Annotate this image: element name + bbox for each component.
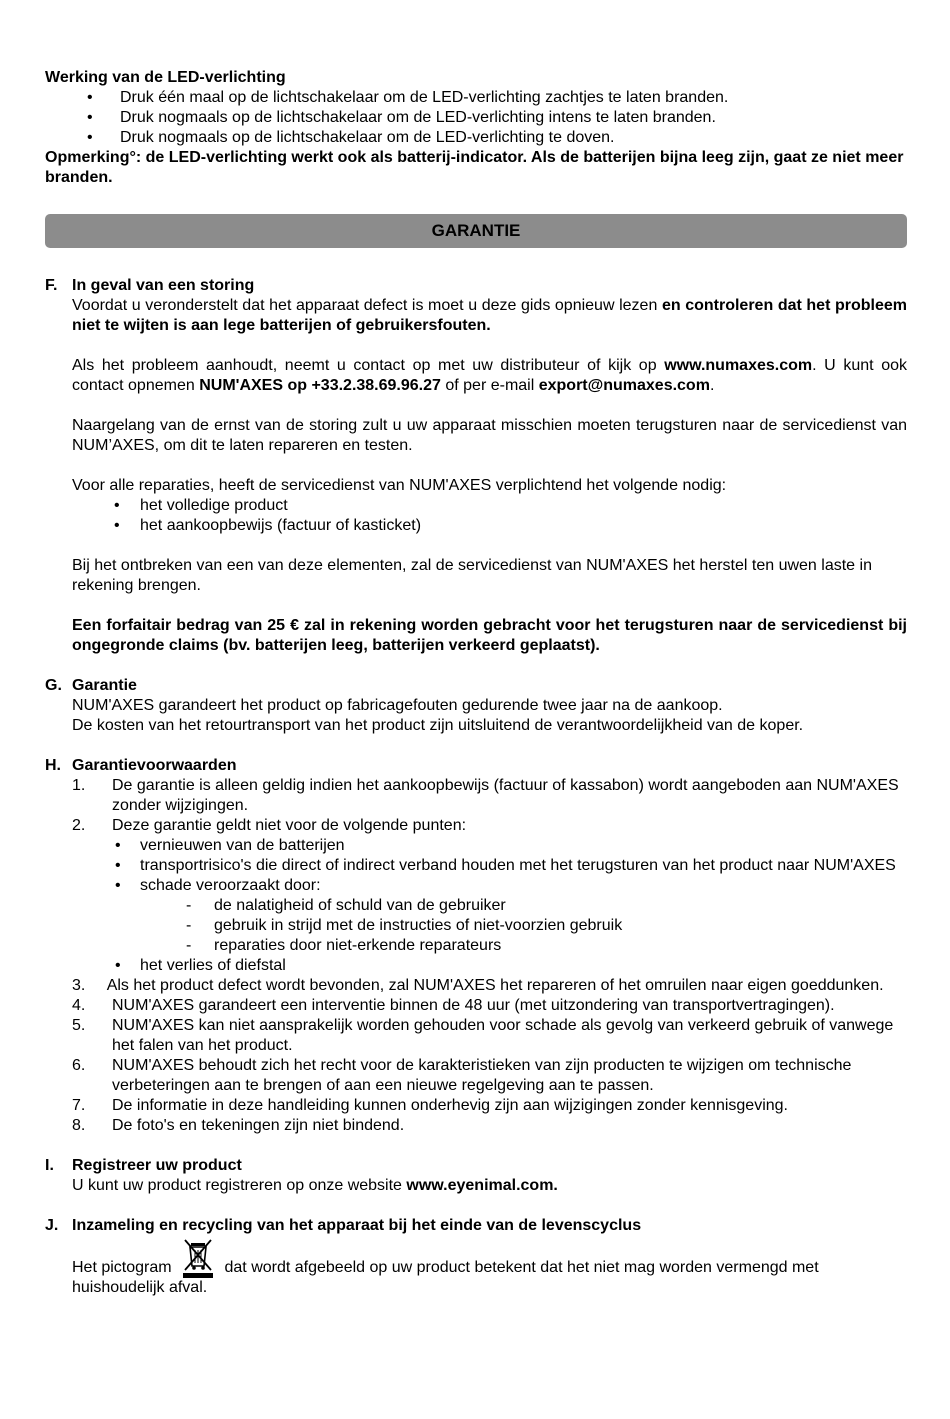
damage-cause-2: - gebruik in strijd met de instructies of niet-voorzien gebruik bbox=[45, 916, 907, 936]
exclusion-damage: • schade veroorzaakt door: bbox=[45, 876, 907, 896]
exclusion-transport: • transportrisico's die direct of indirect verband houden met het terugsturen van het product naar NUM'AXES bbox=[45, 856, 907, 876]
section-g-letter: G. bbox=[45, 677, 62, 694]
section-f-para-3: Naargelang van de ernst van de storing zult u uw apparaat misschien moeten terugsturen naar de servicedienst van NUM’AXES, om dit te laten repareren en testen. bbox=[72, 417, 907, 454]
banner-title: GARANTIE bbox=[431, 221, 521, 240]
condition-4: 4. NUM'AXES garandeert een interventie binnen de 48 uur (met uitzondering van transportvertragingen). bbox=[72, 997, 835, 1014]
crossed-out-wheelie-bin-icon bbox=[180, 1238, 216, 1278]
condition-3: 3. Als het product defect wordt bevonden, zal NUM'AXES het repareren of het omruilen naar eigen goeddunken. bbox=[72, 977, 884, 994]
required-item-2: • het aankoopbewijs (factuur of kasticket) bbox=[72, 516, 907, 536]
document-page bbox=[45, 68, 907, 1298]
section-j-title: Inzameling en recycling van het apparaat bij het einde van de levenscyclus bbox=[72, 1217, 642, 1234]
condition-1: 1. De garantie is alleen geldig indien het aankoopbewijs (factuur of kassabon) wordt aangeboden aan NUM'AXES zonder wijzigingen. bbox=[72, 777, 899, 814]
led-note: Opmerking°: de LED-verlichting werkt ook als batterij-indicator. Als de batterijen bijna leeg zijn, gaat ze niet meer branden. bbox=[45, 149, 904, 186]
section-i-title: Registreer uw product bbox=[72, 1157, 242, 1174]
led-bullet-2: • Druk nogmaals op de lichtschakelaar om de LED-verlichting intens te laten branden. bbox=[45, 108, 907, 128]
condition-8: 8. De foto's en tekeningen zijn niet bindend. bbox=[72, 1117, 405, 1134]
exclusion-theft: • het verlies of diefstal bbox=[45, 956, 907, 976]
section-g bbox=[45, 676, 907, 736]
damage-cause-3: - reparaties door niet-erkende reparateurs bbox=[45, 936, 907, 956]
section-f bbox=[45, 276, 907, 656]
phone-number: NUM'AXES op +33.2.38.69.96.27 bbox=[199, 377, 441, 394]
garantie-banner bbox=[45, 214, 907, 248]
section-f-title: In geval van een storing bbox=[72, 277, 255, 294]
email-link[interactable]: export@numaxes.com bbox=[538, 377, 710, 394]
eyenimal-link[interactable]: www.eyenimal.com. bbox=[406, 1177, 558, 1194]
section-g-line-2: De kosten van het retourtransport van het product zijn uitsluitend de verantwoordelijkheid van de koper. bbox=[72, 717, 804, 734]
led-bullet-3: • Druk nogmaals op de lichtschakelaar om de LED-verlichting te doven. bbox=[45, 128, 907, 148]
exclusion-batteries: • vernieuwen van de batterijen bbox=[45, 836, 907, 856]
section-i bbox=[45, 1156, 907, 1196]
section-h-letter: H. bbox=[45, 757, 61, 774]
condition-7: 7. De informatie in deze handleiding kunnen onderhevig zijn aan wijzigingen zonder kennisgeving. bbox=[72, 1097, 788, 1114]
section-f-para-5: Bij het ontbreken van een van deze elementen, zal de servicedienst van NUM'AXES het herstel ten uwen laste in rekening brengen. bbox=[72, 557, 872, 594]
section-g-title: Garantie bbox=[72, 677, 137, 694]
required-item-1: • het volledige product bbox=[72, 496, 907, 516]
section-j-letter: J. bbox=[45, 1217, 59, 1234]
section-g-line-1: NUM'AXES garandeert het product op fabricagefouten gedurende twee jaar na de aankoop. bbox=[72, 697, 723, 714]
section-f-para-4: Voor alle reparaties, heeft de servicedienst van NUM'AXES verplichtend het volgende nodig: bbox=[72, 477, 727, 494]
section-j bbox=[45, 1216, 907, 1298]
section-h bbox=[45, 756, 907, 1136]
condition-5: 5. NUM'AXES kan niet aansprakelijk worden gehouden voor schade als gevolg van verkeerd gebruik of vanwege het falen van het product. bbox=[72, 1017, 894, 1054]
section-f-para-2: Als het probleem aanhoudt, neemt u contact op met uw distributeur of kijk op www.numaxes.com. U kunt ook contact opnemen NUM'AXES op +33.2.38.69.96.27 of per e-mail export@numaxes.com. bbox=[72, 357, 908, 394]
led-bullet-1: • Druk één maal op de lichtschakelaar om de LED-verlichting zachtjes te laten branden. bbox=[45, 88, 907, 108]
damage-cause-1: - de nalatigheid of schuld van de gebruiker bbox=[45, 896, 907, 916]
section-f-para-6: Een forfaitair bedrag van 25 € zal in rekening worden gebracht voor het terugsturen naar de servicedienst bij ongegronde claims (bv. batterijen leeg, batterijen verkeerd geplaatst). bbox=[72, 617, 907, 654]
section-f-para-1: Voordat u veronderstelt dat het apparaat defect is moet u deze gids opnieuw lezen en controleren dat het probleem niet te wijten is aan lege batterijen of gebruikersfouten. bbox=[72, 297, 908, 334]
section-i-text: U kunt uw product registreren op onze website www.eyenimal.com. bbox=[72, 1177, 558, 1194]
section-h-title: Garantievoorwaarden bbox=[72, 757, 237, 774]
section-f-letter: F. bbox=[45, 277, 58, 294]
section-j-text: Het pictogram dat wordt afgebeeld op uw product betekent dat het niet mag worden vermengd met huishoudelijk afval. bbox=[72, 1238, 907, 1298]
led-title: Werking van de LED-verlichting bbox=[45, 69, 286, 86]
condition-2: 2. Deze garantie geldt niet voor de volgende punten: bbox=[72, 817, 467, 834]
condition-6: 6. NUM'AXES behoudt zich het recht voor de karakteristieken van zijn producten te wijzigen om technische verbeteringen aan te brengen of aan een nieuwe regelgeving aan te passen. bbox=[72, 1057, 852, 1094]
section-i-letter: I. bbox=[45, 1157, 54, 1174]
numaxes-link[interactable]: www.numaxes.com bbox=[664, 357, 813, 374]
